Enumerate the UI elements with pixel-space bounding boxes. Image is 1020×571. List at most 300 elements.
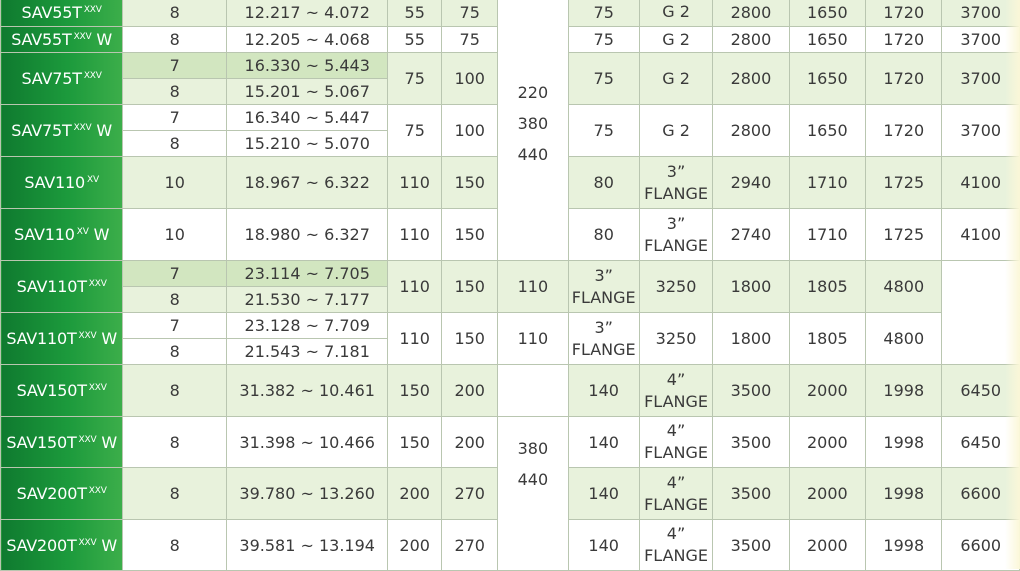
model-name: SAV110T [16,277,87,296]
kw-value: 200 [399,535,430,555]
model-sup: XV [87,175,99,185]
model-suffix: W [101,432,117,452]
weight-value: 6600 [960,484,1002,503]
poles-value: 8 [169,82,180,101]
hp-cell [442,468,498,520]
connection-value: FLANGE [571,287,636,307]
flow-range-cell [227,339,388,365]
kw-value: 55 [404,30,425,49]
weight-value: 4800 [883,277,925,296]
poles-value: 8 [169,342,180,361]
poles-value: 8 [169,290,180,309]
bore-value: 140 [588,381,619,400]
weight-value: 3700 [960,2,1002,22]
height-value: 1720 [883,30,925,49]
length-value: 3250 [655,329,697,348]
kw-value: 75 [404,121,425,140]
kw-value: 150 [399,432,430,452]
bore-cell [498,313,568,365]
flow-range-value: 39.581 ~ 13.194 [239,535,375,555]
length-cell [713,0,789,27]
poles-cell [123,79,227,105]
poles-cell [123,157,227,209]
width-cell [713,261,789,313]
connection-value: 3” [594,265,613,285]
model-sup: XXV [73,32,92,42]
voltage-value: 380 [517,113,549,133]
width-value: 1710 [806,173,848,192]
poles-cell [123,339,227,365]
height-value: 1720 [883,69,925,88]
voltage-gap-cell [498,365,568,417]
connection-cell [639,520,712,571]
model-cell [1,27,123,53]
connection-value: FLANGE [644,494,708,514]
kw-cell [388,209,442,261]
weight-value: 6600 [960,535,1002,555]
flow-range-value: 23.114 ~ 7.705 [244,264,370,283]
connection-value: G 2 [662,29,690,49]
model-sup: XXV [88,486,107,496]
connection-value: 3” [666,161,686,181]
connection-cell [568,261,639,313]
kw-value: 150 [399,381,430,400]
hp-cell [442,27,498,53]
width-value: 2000 [806,535,848,555]
length-value: 2800 [730,69,772,88]
poles-value: 8 [169,2,180,22]
weight-cell [866,261,942,313]
kw-cell [388,417,442,468]
bore-cell [568,468,639,520]
kw-cell [388,468,442,520]
width-cell [789,53,865,105]
length-cell [713,157,789,209]
length-value: 2800 [730,121,772,140]
hp-value: 150 [454,277,485,296]
width-cell [789,365,865,417]
table-row [1,0,1020,27]
width-value: 1710 [806,225,848,244]
height-cell [866,209,942,261]
table-row [1,417,1020,468]
flow-range-cell [227,79,388,105]
height-cell [866,53,942,105]
flow-range-value: 15.210 ~ 5.070 [244,134,370,153]
poles-value: 8 [169,381,180,400]
poles-cell [123,27,227,53]
hp-value: 200 [454,432,485,452]
width-cell [789,105,865,157]
kw-cell [388,520,442,571]
hp-value: 200 [454,381,485,400]
width-value: 2000 [806,381,848,400]
poles-value: 10 [164,225,185,244]
height-cell [866,0,942,27]
connection-value: FLANGE [644,235,708,255]
connection-value: 3” [666,213,686,233]
width-value: 2000 [806,484,848,503]
height-value: 1720 [883,121,925,140]
flow-range-value: 16.340 ~ 5.447 [244,108,370,127]
bore-cell [568,209,639,261]
model-cell [1,53,123,105]
bore-cell [568,0,639,27]
model-name: SAV200T [6,535,77,555]
model-cell [1,313,123,365]
kw-value: 110 [399,329,430,348]
model-cell [1,468,123,520]
bore-value: 140 [588,484,619,503]
model-sup: XXV [88,383,107,393]
width-cell [789,520,865,571]
height-value: 1998 [883,484,925,503]
connection-value: FLANGE [644,443,708,462]
model-cell [1,209,123,261]
hp-value: 75 [459,2,480,22]
flow-range-cell [227,520,388,571]
poles-cell [123,313,227,339]
width-cell [789,27,865,53]
weight-cell [866,313,942,365]
connection-value: G 2 [662,68,690,88]
bore-cell [568,105,639,157]
bore-cell [568,27,639,53]
bore-value: 110 [517,277,549,296]
length-cell [713,27,789,53]
flow-range-cell [227,287,388,313]
flow-range-cell [227,131,388,157]
weight-value: 4100 [960,173,1002,192]
connection-cell [639,105,712,157]
model-sup: XXV [83,4,102,15]
flow-range-value: 18.980 ~ 6.327 [244,225,370,244]
poles-value: 7 [169,56,180,75]
connection-cell [639,53,712,105]
voltage-cell [498,417,568,571]
connection-value: FLANGE [644,546,708,565]
voltage-value-cut: 220 [517,82,549,102]
model-cell [1,261,123,313]
flow-range-value: 31.398 ~ 10.466 [239,432,375,452]
model-suffix: W [101,535,117,555]
table-row [1,313,1020,339]
model-name: SAV75T [21,69,82,88]
weight-value: 3700 [960,69,1002,88]
bore-cell [568,157,639,209]
kw-value: 110 [399,277,430,296]
flow-range-value: 12.205 ~ 4.068 [244,30,370,49]
kw-cell [388,365,442,417]
voltage-value: 440 [517,470,549,489]
model-sup: XXV [88,279,107,289]
weight-value: 3700 [960,30,1002,49]
voltage-cell [498,0,568,261]
hp-cell [442,105,498,157]
height-cell [866,105,942,157]
flow-range-cell [227,157,388,209]
width-cell [789,157,865,209]
length-cell [713,105,789,157]
connection-value: 4” [666,472,686,492]
connection-value: 4” [666,421,686,440]
model-cell [1,105,123,157]
poles-value: 8 [169,30,180,49]
weight-value: 3700 [960,121,1002,140]
flow-range-cell [227,209,388,261]
model-name: SAV150T [6,432,77,452]
kw-cell [388,313,442,365]
model-name: SAV75T [11,121,72,140]
length-value: 3500 [730,535,772,555]
bore-value: 75 [593,69,614,88]
weight-value: 4800 [883,329,925,348]
hp-value: 75 [459,30,480,49]
flow-range-cell [227,313,388,339]
length-value: 3500 [730,381,772,400]
connection-cell [639,27,712,53]
height-value: 1720 [883,2,925,22]
hp-cell [442,520,498,571]
poles-value: 7 [169,264,180,283]
model-sup: XXV [83,71,102,81]
hp-value: 150 [454,225,485,244]
hp-cell [442,417,498,468]
hp-value: 270 [454,484,485,503]
height-cell [866,417,942,468]
kw-cell [388,261,442,313]
flow-range-cell [227,261,388,287]
kw-cell [388,27,442,53]
poles-value: 10 [164,173,185,192]
poles-value: 8 [169,432,180,452]
hp-cell [442,0,498,27]
model-name: SAV110T [6,329,77,348]
weight-value: 6450 [960,381,1002,400]
connection-value: FLANGE [571,339,636,359]
flow-range-value: 12.217 ~ 4.072 [244,2,370,22]
height-cell [866,157,942,209]
flow-range-value: 15.201 ~ 5.067 [244,82,370,101]
poles-cell [123,365,227,417]
poles-cell [123,105,227,131]
hp-value: 100 [454,69,485,88]
bore-value: 80 [593,173,614,192]
width-cell [713,313,789,365]
length-cell [713,53,789,105]
kw-cell [388,105,442,157]
hp-cell [442,261,498,313]
kw-cell [388,157,442,209]
height-cell [866,468,942,520]
voltage-value: 440 [517,144,549,164]
bore-cell [568,520,639,571]
flow-range-value: 21.530 ~ 7.177 [244,290,370,309]
hp-cell [442,157,498,209]
length-value: 2740 [730,225,772,244]
weight-value: 6450 [960,432,1002,452]
height-cell [866,365,942,417]
bore-cell [568,53,639,105]
model-name: SAV55T [11,30,72,49]
height-cell [866,27,942,53]
height-value: 1725 [883,173,925,192]
model-name: SAV110 [14,225,75,244]
flow-range-cell [227,417,388,468]
length-value: 2800 [730,30,772,49]
poles-cell [123,261,227,287]
table-row [1,365,1020,417]
length-value: 3500 [730,484,772,503]
flow-range-value: 18.967 ~ 6.322 [244,173,370,192]
flow-range-cell [227,468,388,520]
flow-range-cell [227,365,388,417]
width-cell [789,468,865,520]
connection-value: G 2 [662,2,690,21]
bore-value: 110 [517,329,549,348]
poles-value: 7 [169,108,180,127]
length-cell [639,313,712,365]
model-sup: XV [76,227,89,237]
model-cell [1,0,123,27]
kw-value: 110 [399,225,430,244]
connection-cell [639,0,712,27]
bore-value: 75 [593,2,614,22]
model-name: SAV150T [16,381,87,400]
length-value: 3500 [730,432,772,452]
poles-cell [123,287,227,313]
model-suffix: W [96,121,112,140]
poles-cell [123,0,227,27]
bore-cell [568,365,639,417]
connection-value: 3” [594,317,613,337]
length-cell [713,417,789,468]
length-value: 2940 [730,173,772,192]
length-cell [639,261,712,313]
height-cell [789,313,865,365]
length-value: 3250 [655,277,697,296]
connection-cell [639,365,712,417]
model-sup: XXV [78,434,97,445]
height-value: 1998 [883,535,925,555]
connection-value: G 2 [662,120,690,140]
poles-cell [123,520,227,571]
flow-range-value: 16.330 ~ 5.443 [244,56,370,75]
kw-value: 75 [404,69,425,88]
length-cell [713,520,789,571]
model-suffix: W [93,225,110,244]
kw-value: 110 [399,173,430,192]
poles-value: 7 [169,316,180,335]
connection-value: FLANGE [644,183,708,203]
height-value: 1805 [806,329,848,348]
bore-value: 75 [593,121,614,140]
width-cell [789,417,865,468]
bore-value: 140 [588,432,619,452]
flow-range-value: 39.780 ~ 13.260 [239,484,375,503]
hp-cell [442,365,498,417]
flow-range-cell [227,105,388,131]
height-value: 1998 [883,381,925,400]
width-value: 1800 [730,277,772,296]
hp-value: 150 [454,329,485,348]
model-sup: XXV [78,537,97,548]
model-cell [1,365,123,417]
hp-value: 150 [454,173,485,192]
model-cell [1,157,123,209]
connection-value: 4” [666,369,686,389]
flow-range-value: 31.382 ~ 10.461 [239,381,375,400]
poles-value: 8 [169,134,180,153]
model-cell [1,417,123,468]
voltage-value: 380 [517,439,549,458]
kw-cell [388,53,442,105]
model-sup: XXV [78,331,97,341]
hp-cell [442,53,498,105]
flow-range-value: 21.543 ~ 7.181 [244,342,370,361]
model-suffix: W [96,30,112,49]
poles-value: 8 [169,484,180,503]
width-value: 1650 [806,2,848,22]
poles-cell [123,53,227,79]
model-name: SAV200T [16,484,87,503]
bore-value: 80 [593,225,614,244]
length-cell [713,468,789,520]
flow-range-cell [227,27,388,53]
connection-cell [639,417,712,468]
flow-range-cell [227,53,388,79]
height-value: 1998 [883,432,925,452]
flow-range-value: 23.128 ~ 7.709 [244,316,370,335]
flow-range-cell [227,0,388,27]
connection-cell [639,157,712,209]
weight-value: 4100 [960,225,1002,244]
hp-value: 270 [454,535,485,555]
width-value: 1650 [806,121,848,140]
hp-cell [442,313,498,365]
height-value: 1805 [806,277,848,296]
model-name: SAV55T [21,2,82,22]
kw-value: 55 [404,2,425,22]
bore-value: 140 [588,535,619,555]
bore-cell [498,261,568,313]
poles-cell [123,131,227,157]
poles-cell [123,209,227,261]
height-cell [866,520,942,571]
width-cell [789,0,865,27]
width-value: 1650 [806,30,848,49]
width-value: 1800 [730,329,772,348]
length-cell [713,365,789,417]
model-suffix: W [101,329,117,348]
width-cell [789,209,865,261]
height-cell [789,261,865,313]
bore-cell [568,417,639,468]
page-edge-fade [1005,0,1020,569]
length-value: 2800 [730,2,772,22]
model-sup: XXV [73,123,92,133]
model-name: SAV110 [24,173,85,192]
table-row [1,261,1020,287]
connection-value: FLANGE [644,391,708,411]
hp-cell [442,209,498,261]
hp-value: 100 [454,121,485,140]
width-value: 2000 [806,432,848,452]
bore-value: 75 [593,30,614,49]
kw-value: 200 [399,484,430,503]
height-value: 1725 [883,225,925,244]
kw-cell [388,0,442,27]
